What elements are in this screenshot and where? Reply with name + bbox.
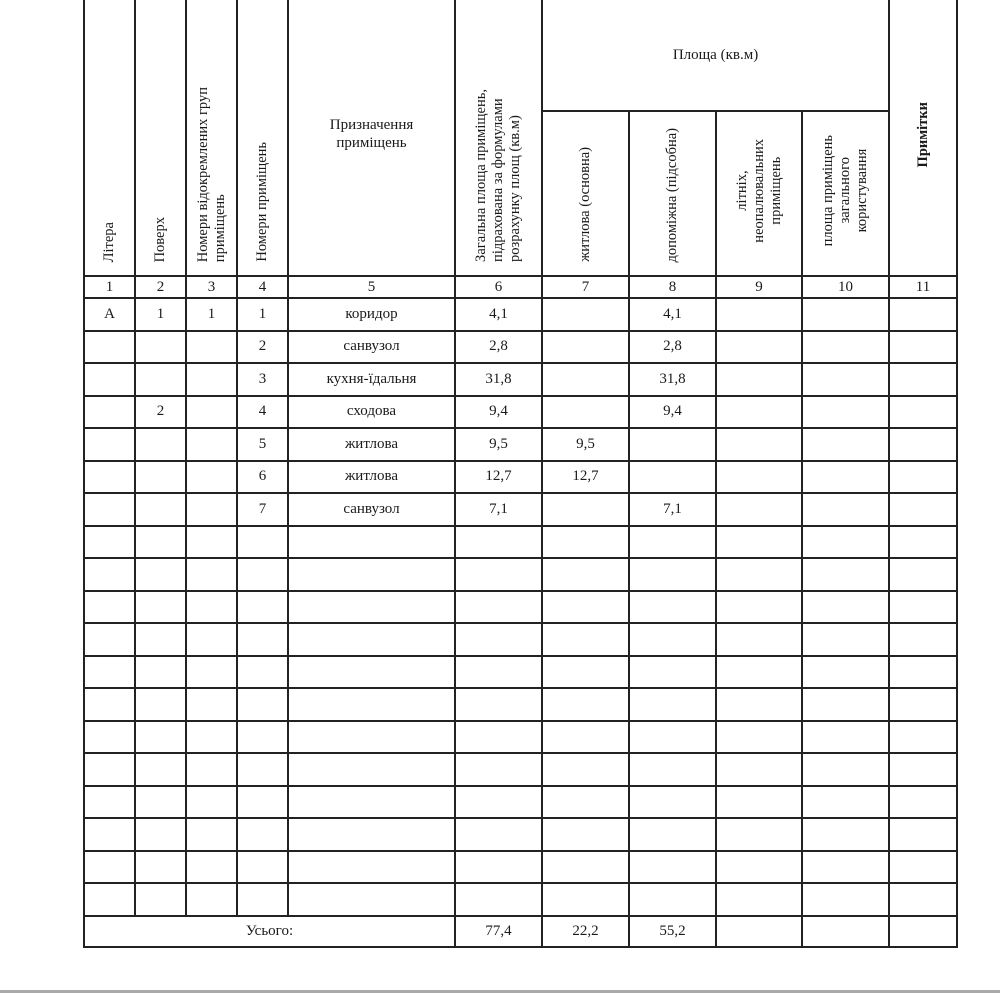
summer-area-cell — [716, 623, 802, 656]
notes-cell — [889, 428, 957, 461]
header-summer — [716, 111, 802, 276]
header-common-line3: користування — [854, 149, 870, 233]
header-group-numbers — [186, 0, 237, 276]
room-number-cell: 2 — [237, 331, 288, 364]
notes-cell — [889, 493, 957, 526]
column-number: 1 — [84, 276, 135, 298]
floor-cell — [135, 558, 186, 591]
floor-cell — [135, 363, 186, 396]
notes-cell — [889, 396, 957, 429]
common-area-sum — [802, 916, 889, 947]
room-number-cell — [237, 786, 288, 819]
living-area-cell: 12,7 — [542, 461, 629, 494]
total-area-cell: 9,5 — [455, 428, 542, 461]
header-summer-line3: приміщень — [767, 157, 784, 225]
auxiliary-area-cell: 4,1 — [629, 298, 716, 331]
total-label: Усього: — [84, 916, 455, 947]
room-number-cell: 4 — [237, 396, 288, 429]
header-common-label — [820, 135, 871, 246]
header-common-line2: загального — [837, 157, 853, 225]
header-total-line1: Загальна площа приміщень, — [473, 89, 489, 262]
floor-cell — [135, 883, 186, 916]
header-area-group — [542, 0, 889, 111]
room-number-cell — [237, 558, 288, 591]
auxiliary-area-cell — [629, 428, 716, 461]
notes-cell — [889, 786, 957, 819]
living-area-cell — [542, 753, 629, 786]
living-area-cell — [542, 688, 629, 721]
litera-cell — [84, 526, 135, 559]
purpose-cell — [288, 883, 455, 916]
litera-cell — [84, 753, 135, 786]
total-area-cell — [455, 688, 542, 721]
column-number: 9 — [716, 276, 802, 298]
table-row — [84, 428, 957, 461]
auxiliary-area-cell: 7,1 — [629, 493, 716, 526]
auxiliary-area-cell — [629, 591, 716, 624]
notes-cell — [889, 851, 957, 884]
floor-cell — [135, 786, 186, 819]
room-number-cell — [237, 591, 288, 624]
living-area-cell — [542, 883, 629, 916]
group-cell — [186, 526, 237, 559]
header-litera-label: Літера — [101, 221, 117, 262]
floor-cell — [135, 331, 186, 364]
living-area-cell — [542, 396, 629, 429]
auxiliary-area-cell — [629, 688, 716, 721]
auxiliary-area-cell — [629, 526, 716, 559]
auxiliary-area-cell: 2,8 — [629, 331, 716, 364]
litera-cell — [84, 883, 135, 916]
summer-area-cell — [716, 558, 802, 591]
notes-cell — [889, 298, 957, 331]
purpose-cell — [288, 786, 455, 819]
notes-cell — [889, 461, 957, 494]
purpose-cell — [288, 851, 455, 884]
notes-cell — [889, 883, 957, 916]
header-group-numbers-label — [195, 87, 229, 262]
room-number-cell — [237, 851, 288, 884]
auxiliary-area-cell: 31,8 — [629, 363, 716, 396]
summer-area-cell — [716, 883, 802, 916]
group-cell — [186, 818, 237, 851]
total-area-cell: 4,1 — [455, 298, 542, 331]
litera-cell — [84, 428, 135, 461]
empty-table-row — [84, 883, 957, 916]
header-purpose-label — [289, 116, 454, 152]
living-area-cell — [542, 818, 629, 851]
header-group-line1: Номери відокремлених груп — [194, 86, 211, 262]
column-number: 8 — [629, 276, 716, 298]
total-area-cell — [455, 721, 542, 754]
group-cell — [186, 883, 237, 916]
floor-cell — [135, 818, 186, 851]
floor-cell — [135, 526, 186, 559]
column-number: 3 — [186, 276, 237, 298]
empty-table-row — [84, 591, 957, 624]
purpose-cell: коридор — [288, 298, 455, 331]
total-area-cell — [455, 786, 542, 819]
group-cell — [186, 786, 237, 819]
auxiliary-area-cell — [629, 883, 716, 916]
litera-cell — [84, 493, 135, 526]
empty-table-row — [84, 786, 957, 819]
total-row — [84, 916, 957, 947]
living-area-cell: 9,5 — [542, 428, 629, 461]
header-living-label: житлова (основна) — [577, 147, 593, 262]
group-cell — [186, 461, 237, 494]
living-area-cell — [542, 363, 629, 396]
living-area-cell — [542, 786, 629, 819]
total-area-cell — [455, 656, 542, 689]
header-total-area-label — [473, 89, 524, 262]
header-total-line3: розрахунку площ (кв.м) — [507, 115, 523, 262]
header-purpose-line1: Призначення — [329, 117, 414, 133]
floor-cell: 1 — [135, 298, 186, 331]
room-number-cell: 1 — [237, 298, 288, 331]
notes-sum — [889, 916, 957, 947]
litera-cell — [84, 461, 135, 494]
total-area-cell — [455, 883, 542, 916]
floor-cell — [135, 461, 186, 494]
room-number-cell — [237, 721, 288, 754]
litera-cell — [84, 786, 135, 819]
header-summer-line2: неопалювальних — [750, 139, 767, 243]
litera-cell — [84, 331, 135, 364]
common-area-cell — [802, 591, 889, 624]
litera-cell — [84, 396, 135, 429]
living-area-cell — [542, 493, 629, 526]
table-row — [84, 363, 957, 396]
summer-area-cell — [716, 493, 802, 526]
living-area-sum: 22,2 — [542, 916, 629, 947]
summer-area-cell — [716, 591, 802, 624]
summer-area-sum — [716, 916, 802, 947]
table-row — [84, 298, 957, 331]
total-area-cell: 2,8 — [455, 331, 542, 364]
living-area-cell — [542, 851, 629, 884]
group-cell — [186, 623, 237, 656]
column-number-row — [84, 276, 957, 298]
column-number: 11 — [889, 276, 957, 298]
group-cell — [186, 688, 237, 721]
purpose-cell — [288, 656, 455, 689]
summer-area-cell — [716, 461, 802, 494]
purpose-cell — [288, 753, 455, 786]
empty-table-row — [84, 721, 957, 754]
summer-area-cell — [716, 851, 802, 884]
total-area-cell — [455, 558, 542, 591]
room-explication-table — [83, 0, 958, 948]
litera-cell — [84, 558, 135, 591]
total-area-cell — [455, 818, 542, 851]
common-area-cell — [802, 428, 889, 461]
auxiliary-area-cell — [629, 721, 716, 754]
purpose-cell: житлова — [288, 461, 455, 494]
room-number-cell: 5 — [237, 428, 288, 461]
header-auxiliary-label: допоміжна (підсобна) — [664, 127, 680, 262]
room-number-cell: 7 — [237, 493, 288, 526]
common-area-cell — [802, 721, 889, 754]
header-common-line1: площа приміщень — [820, 135, 836, 247]
empty-table-row — [84, 851, 957, 884]
summer-area-cell — [716, 331, 802, 364]
common-area-cell — [802, 493, 889, 526]
header-total-area — [455, 0, 542, 276]
purpose-cell: житлова — [288, 428, 455, 461]
floor-cell — [135, 591, 186, 624]
auxiliary-area-cell — [629, 786, 716, 819]
auxiliary-area-sum: 55,2 — [629, 916, 716, 947]
column-number: 2 — [135, 276, 186, 298]
summer-area-cell — [716, 363, 802, 396]
floor-cell — [135, 493, 186, 526]
floor-cell — [135, 753, 186, 786]
litera-cell — [84, 721, 135, 754]
header-common — [802, 111, 889, 276]
notes-cell — [889, 331, 957, 364]
empty-table-row — [84, 656, 957, 689]
room-number-cell: 6 — [237, 461, 288, 494]
total-area-cell: 7,1 — [455, 493, 542, 526]
total-area-cell — [455, 851, 542, 884]
notes-cell — [889, 526, 957, 559]
header-notes — [889, 0, 957, 276]
summer-area-cell — [716, 818, 802, 851]
auxiliary-area-cell — [629, 461, 716, 494]
auxiliary-area-cell: 9,4 — [629, 396, 716, 429]
room-number-cell — [237, 656, 288, 689]
summer-area-cell — [716, 428, 802, 461]
header-living — [542, 111, 629, 276]
header-auxiliary — [629, 111, 716, 276]
common-area-cell — [802, 818, 889, 851]
floor-cell — [135, 688, 186, 721]
purpose-cell — [288, 558, 455, 591]
header-row — [84, 0, 957, 111]
common-area-cell — [802, 396, 889, 429]
header-purpose-line2: приміщень — [336, 135, 407, 151]
summer-area-cell — [716, 753, 802, 786]
empty-table-row — [84, 558, 957, 591]
data-rows — [84, 298, 957, 916]
group-cell — [186, 851, 237, 884]
room-number-cell: 3 — [237, 363, 288, 396]
living-area-cell — [542, 526, 629, 559]
litera-cell — [84, 363, 135, 396]
litera-cell — [84, 818, 135, 851]
header-room-numbers — [237, 0, 288, 276]
purpose-cell — [288, 526, 455, 559]
header-floor — [135, 0, 186, 276]
summer-area-cell — [716, 298, 802, 331]
header-total-line2: підрахована за формулами — [490, 98, 506, 262]
purpose-cell: кухня-їдальня — [288, 363, 455, 396]
auxiliary-area-cell — [629, 818, 716, 851]
floor-cell — [135, 656, 186, 689]
total-area-sum: 77,4 — [455, 916, 542, 947]
summer-area-cell — [716, 396, 802, 429]
litera-cell — [84, 851, 135, 884]
column-number: 5 — [288, 276, 455, 298]
common-area-cell — [802, 753, 889, 786]
floor-cell — [135, 721, 186, 754]
litera-cell — [84, 656, 135, 689]
total-area-cell: 9,4 — [455, 396, 542, 429]
table-row — [84, 461, 957, 494]
litera-cell — [84, 688, 135, 721]
common-area-cell — [802, 786, 889, 819]
room-number-cell — [237, 753, 288, 786]
empty-table-row — [84, 688, 957, 721]
header-room-numbers-label: Номери приміщень — [254, 142, 270, 262]
summer-area-cell — [716, 721, 802, 754]
summer-area-cell — [716, 688, 802, 721]
header-group-line2: приміщень — [211, 194, 228, 262]
notes-cell — [889, 591, 957, 624]
total-area-cell: 12,7 — [455, 461, 542, 494]
group-cell: 1 — [186, 298, 237, 331]
column-number: 6 — [455, 276, 542, 298]
total-area-cell — [455, 623, 542, 656]
header-purpose — [288, 0, 455, 276]
group-cell — [186, 428, 237, 461]
notes-cell — [889, 558, 957, 591]
notes-cell — [889, 688, 957, 721]
empty-table-row — [84, 818, 957, 851]
common-area-cell — [802, 623, 889, 656]
notes-cell — [889, 721, 957, 754]
group-cell — [186, 753, 237, 786]
litera-cell — [84, 591, 135, 624]
column-number: 4 — [237, 276, 288, 298]
header-litera — [84, 0, 135, 276]
purpose-cell — [288, 591, 455, 624]
room-number-cell — [237, 623, 288, 656]
header-summer-label — [734, 139, 785, 243]
living-area-cell — [542, 721, 629, 754]
header-area-group-label: Площа (кв.м) — [672, 46, 759, 63]
room-number-cell — [237, 818, 288, 851]
group-cell — [186, 493, 237, 526]
summer-area-cell — [716, 656, 802, 689]
room-number-cell — [237, 883, 288, 916]
group-cell — [186, 363, 237, 396]
living-area-cell — [542, 331, 629, 364]
common-area-cell — [802, 688, 889, 721]
room-number-cell — [237, 688, 288, 721]
floor-cell: 2 — [135, 396, 186, 429]
group-cell — [186, 331, 237, 364]
common-area-cell — [802, 298, 889, 331]
floor-cell — [135, 851, 186, 884]
litera-cell: А — [84, 298, 135, 331]
total-area-cell — [455, 591, 542, 624]
common-area-cell — [802, 558, 889, 591]
notes-cell — [889, 753, 957, 786]
purpose-cell: санвузол — [288, 493, 455, 526]
floor-cell — [135, 428, 186, 461]
table-row — [84, 396, 957, 429]
litera-cell — [84, 623, 135, 656]
purpose-cell — [288, 688, 455, 721]
living-area-cell — [542, 591, 629, 624]
common-area-cell — [802, 331, 889, 364]
total-area-cell — [455, 753, 542, 786]
header-floor-label: Поверх — [152, 216, 168, 262]
auxiliary-area-cell — [629, 558, 716, 591]
notes-cell — [889, 656, 957, 689]
floor-cell — [135, 623, 186, 656]
purpose-cell — [288, 623, 455, 656]
auxiliary-area-cell — [629, 623, 716, 656]
notes-cell — [889, 623, 957, 656]
living-area-cell — [542, 298, 629, 331]
table-row — [84, 331, 957, 364]
group-cell — [186, 721, 237, 754]
common-area-cell — [802, 851, 889, 884]
table-row — [84, 493, 957, 526]
column-number: 7 — [542, 276, 629, 298]
empty-table-row — [84, 623, 957, 656]
notes-cell — [889, 818, 957, 851]
column-number: 10 — [802, 276, 889, 298]
auxiliary-area-cell — [629, 753, 716, 786]
total-area-cell: 31,8 — [455, 363, 542, 396]
group-cell — [186, 396, 237, 429]
header-notes-label: Примітки — [914, 102, 931, 168]
common-area-cell — [802, 526, 889, 559]
purpose-cell — [288, 818, 455, 851]
summer-area-cell — [716, 786, 802, 819]
room-number-cell — [237, 526, 288, 559]
empty-table-row — [84, 526, 957, 559]
auxiliary-area-cell — [629, 851, 716, 884]
group-cell — [186, 591, 237, 624]
total-area-cell — [455, 526, 542, 559]
common-area-cell — [802, 883, 889, 916]
empty-table-row — [84, 753, 957, 786]
common-area-cell — [802, 656, 889, 689]
purpose-cell: санвузол — [288, 331, 455, 364]
living-area-cell — [542, 623, 629, 656]
auxiliary-area-cell — [629, 656, 716, 689]
common-area-cell — [802, 363, 889, 396]
living-area-cell — [542, 558, 629, 591]
purpose-cell — [288, 721, 455, 754]
notes-cell — [889, 363, 957, 396]
group-cell — [186, 656, 237, 689]
purpose-cell: сходова — [288, 396, 455, 429]
common-area-cell — [802, 461, 889, 494]
living-area-cell — [542, 656, 629, 689]
header-summer-line1: літніх, — [733, 170, 750, 212]
summer-area-cell — [716, 526, 802, 559]
group-cell — [186, 558, 237, 591]
